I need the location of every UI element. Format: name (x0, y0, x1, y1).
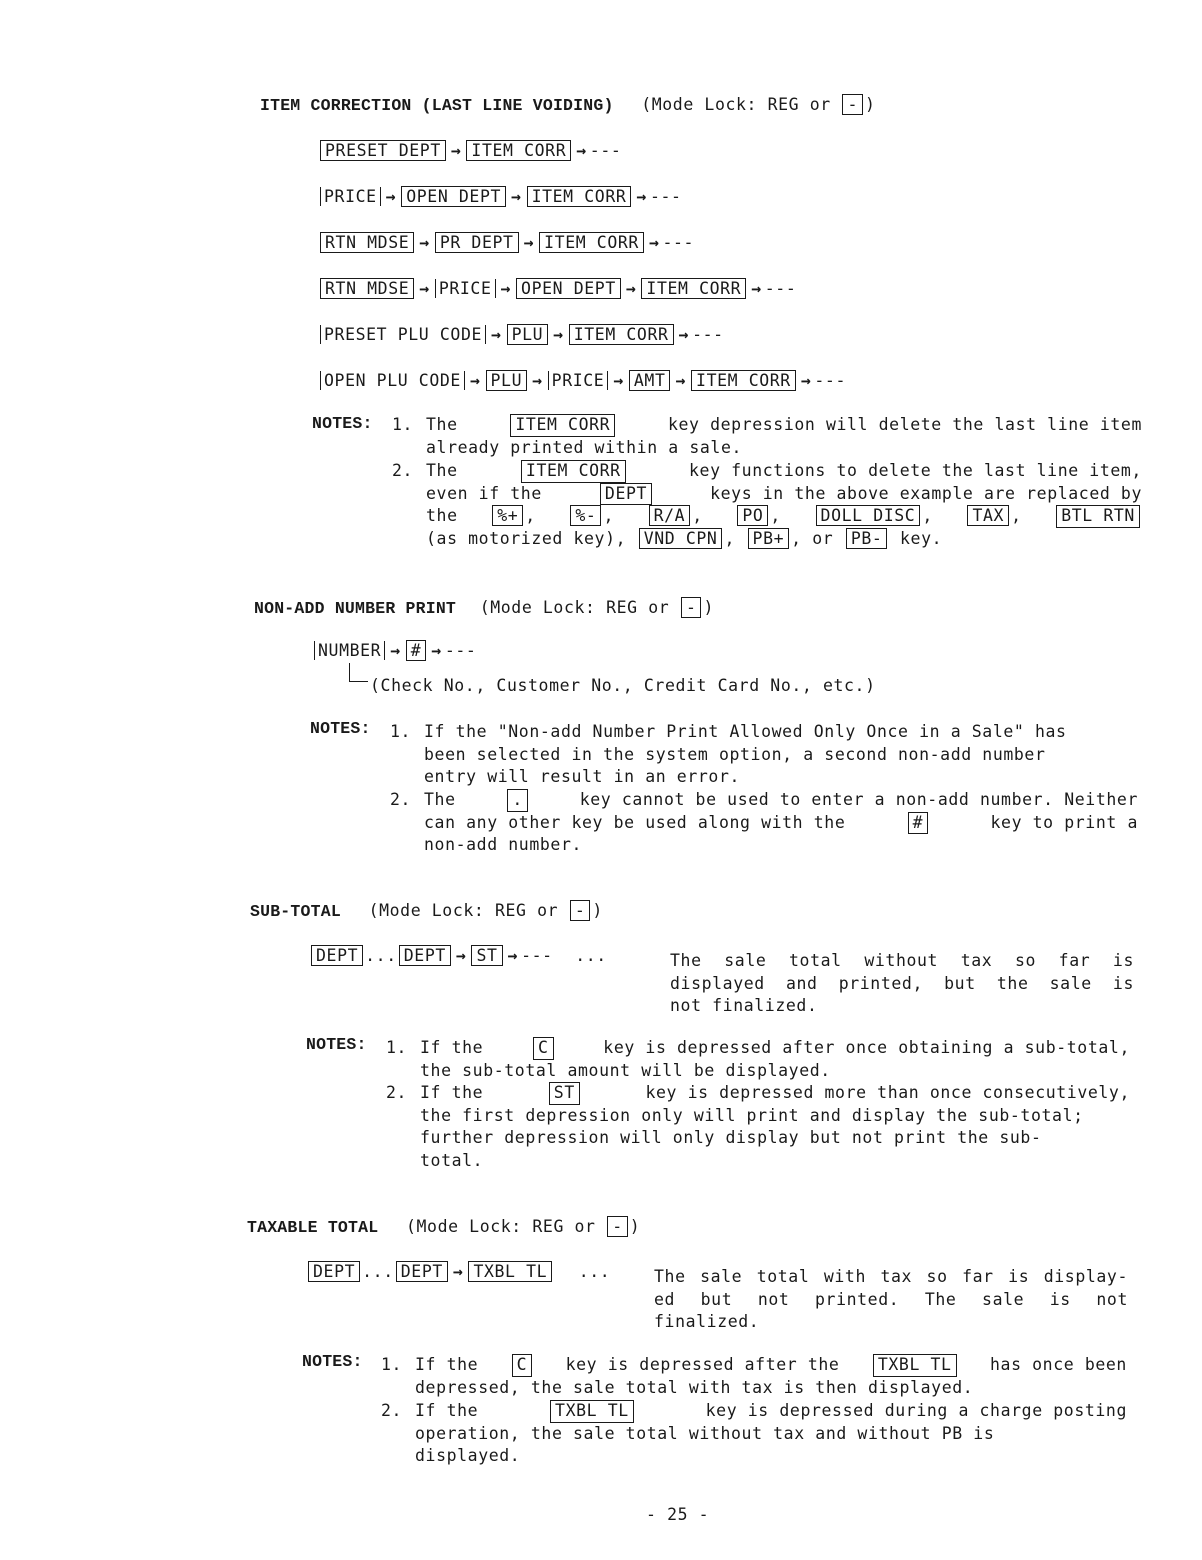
ellipsis: ... (365, 946, 397, 965)
note-text: key is depressed after the (565, 1355, 840, 1374)
mode-lock-text: (Mode Lock: REG or (479, 598, 670, 617)
key-open-dept: OPEN DEPT (516, 278, 621, 299)
comma: , (724, 528, 735, 548)
section-title: SUB-TOTAL (250, 902, 341, 921)
key-dept: DEPT (600, 483, 652, 506)
note-text: If the (420, 1083, 484, 1102)
key-open-dept: OPEN DEPT (401, 186, 506, 207)
note-text: already printed within a sale. (426, 437, 743, 457)
key-pr-dept: PR DEPT (435, 232, 519, 253)
note-text: If the (420, 1038, 484, 1057)
sequence-end: --- (589, 141, 622, 160)
note-text: key is depressed after once obtaining a sub-total, (603, 1038, 1130, 1057)
arrow-icon: → (523, 233, 535, 252)
ellipsis: ... (362, 1262, 394, 1281)
input-price: PRICE (320, 187, 381, 206)
note-number: 2. (392, 461, 414, 480)
subtotal-description (670, 950, 1134, 1018)
arrow-icon: → (800, 371, 812, 390)
sequence-end: --- (692, 325, 724, 344)
note-text: key to print a (990, 812, 1138, 832)
note-text: key cannot be used to enter a non-add number. Neither (579, 790, 1138, 809)
sequence-end: --- (662, 233, 695, 252)
key-txbl-tl: TXBL TL (550, 1400, 634, 1423)
note-text: If the "Non-add Number Print Allowed Only Once in a Sale" has (424, 722, 1067, 741)
note-text: The (426, 461, 458, 480)
desc-line: not finalized. (670, 996, 818, 1015)
arrow-icon: → (507, 946, 519, 965)
input-open-plu-code: OPEN PLU CODE (320, 371, 465, 390)
arrow-icon: → (625, 279, 637, 298)
input-price: PRICE (548, 371, 609, 390)
taxable-note-2 (415, 1400, 1127, 1468)
mode-lock-text: (Mode Lock: REG or (641, 95, 831, 114)
key-rtn-mdse: RTN MDSE (320, 278, 414, 299)
nonadd-note-1 (424, 721, 1138, 789)
note-text: the (426, 506, 458, 525)
notes-label: NOTES: (302, 1352, 363, 1371)
minus-key: - (842, 94, 863, 115)
note-text: If the (415, 1401, 479, 1420)
arrow-icon: → (500, 279, 512, 298)
arrow-icon: → (532, 371, 543, 390)
mode-close: ) (703, 598, 715, 617)
section-title: ITEM CORRECTION (LAST LINE VOIDING) (260, 96, 614, 115)
notes-label: NOTES: (306, 1035, 367, 1054)
arrow-icon: → (491, 325, 502, 344)
sequence-end: --- (814, 371, 846, 390)
sequence-6 (318, 370, 846, 391)
subtotal-note-1 (420, 1037, 1130, 1082)
section-nonadd-heading (254, 597, 714, 618)
note-text: key is depressed more than once consecutively, (645, 1083, 1130, 1102)
taxable-note-1 (415, 1354, 1127, 1399)
taxable-description (654, 1266, 1128, 1334)
key-item-corr: ITEM CORR (569, 324, 674, 345)
sequence-2 (318, 186, 682, 207)
arrow-icon: → (576, 141, 587, 160)
note-text: depressed, the sale total with tax is then displayed. (415, 1377, 974, 1397)
arrow-icon: → (385, 187, 397, 206)
key-pb-plus: PB+ (748, 528, 790, 549)
key-clear: C (533, 1037, 554, 1060)
sequence-4 (318, 278, 796, 299)
note-text: has once been (990, 1355, 1127, 1374)
key-item-corr: ITEM CORR (691, 370, 796, 391)
arrow-icon: → (511, 187, 522, 206)
note-text: (as motorized key), (426, 528, 627, 548)
note-text: total. (420, 1150, 484, 1170)
note-text: entry will result in an error. (424, 767, 741, 786)
key-vnd-cpn: VND CPN (639, 528, 723, 549)
key-dept: DEPT (396, 1261, 448, 1282)
arrow-icon: → (553, 325, 564, 344)
ellipsis: ... (575, 946, 607, 965)
note-1 (426, 414, 1142, 459)
arrow-icon: → (678, 325, 690, 344)
arrow-icon: → (450, 141, 462, 160)
comma: , (692, 506, 703, 525)
note-text: key functions to delete the last line item, (689, 461, 1142, 480)
key-hash: # (908, 812, 929, 835)
subtotal-note-2 (420, 1082, 1130, 1172)
page-number: - 25 - (646, 1505, 710, 1524)
input-preset-plu-code: PRESET PLU CODE (320, 325, 486, 344)
key-clear: C (512, 1354, 533, 1377)
key-tax: TAX (967, 505, 1009, 526)
key-hash: # (406, 640, 427, 661)
section-title: NON-ADD NUMBER PRINT (254, 599, 457, 618)
arrow-icon: → (419, 233, 430, 252)
mode-close: ) (865, 95, 876, 114)
note-number: 1. (386, 1038, 408, 1057)
minus-key: - (607, 1216, 628, 1237)
arrow-icon: → (469, 371, 481, 390)
arrow-icon: → (636, 187, 647, 206)
note-text: key depression will delete the last line item (667, 415, 1142, 434)
key-rtn-mdse: RTN MDSE (320, 232, 414, 253)
key-amt: AMT (629, 370, 671, 391)
note-text: The (424, 790, 456, 809)
key-percent-minus: %- (570, 505, 601, 526)
key-decimal: . (507, 789, 528, 812)
notes-label: NOTES: (312, 414, 373, 433)
section-item-correction-heading (260, 94, 876, 115)
key-item-corr: ITEM CORR (539, 232, 644, 253)
comma: , (922, 506, 933, 525)
sequence-5 (318, 324, 724, 345)
note-text: non-add number. (424, 835, 583, 854)
sequence-end: --- (764, 279, 797, 298)
key-item-corr: ITEM CORR (521, 460, 626, 483)
leader-line (349, 663, 368, 682)
nonadd-note-2 (424, 789, 1138, 857)
note-text: the sub-total amount will be displayed. (420, 1060, 831, 1080)
key-item-corr: ITEM CORR (510, 414, 615, 437)
desc-line: The sale total without tax so far is (670, 951, 1134, 970)
key-ra: R/A (649, 505, 691, 526)
note-text: been selected in the system option, a second non-add number (424, 744, 1046, 764)
key-doll-disc: DOLL DISC (816, 505, 921, 526)
key-pb-minus: PB- (846, 528, 888, 549)
arrow-icon: → (431, 641, 442, 660)
mode-lock-text: (Mode Lock: REG or (368, 901, 559, 920)
taxable-sequence (306, 1261, 610, 1282)
mode-close: ) (629, 1217, 641, 1236)
notes-label: NOTES: (310, 719, 371, 738)
key-txbl-tl: TXBL TL (468, 1261, 552, 1282)
sequence-1 (318, 140, 621, 161)
comma: , (603, 506, 615, 525)
subtotal-sequence (309, 945, 607, 966)
mode-lock-text: (Mode Lock: REG or (405, 1217, 596, 1236)
sequence-3 (318, 232, 694, 253)
key-dept: DEPT (311, 945, 363, 966)
section-subtotal-heading (250, 900, 603, 921)
key-txbl-tl: TXBL TL (873, 1354, 957, 1377)
key-st: ST (549, 1082, 580, 1105)
note-number: 2. (390, 790, 412, 809)
key-plu: PLU (507, 324, 549, 345)
key-dept: DEPT (399, 945, 451, 966)
arrow-icon: → (648, 233, 660, 252)
desc-line: ed but not printed. The sale is not (654, 1289, 1128, 1309)
comma: , (525, 506, 536, 525)
note-number: 1. (390, 722, 412, 741)
arrow-icon: → (675, 371, 687, 390)
note-number: 1. (381, 1355, 403, 1374)
note-text: operation, the sale total without tax and without PB is (415, 1423, 995, 1443)
nonadd-sequence (312, 640, 476, 661)
sequence-end: --- (521, 946, 553, 965)
key-btl-rtn: BTL RTN (1056, 505, 1140, 528)
minus-key: - (570, 900, 591, 921)
sequence-end: --- (649, 187, 682, 206)
note-text: further depression will only display but not print the sub- (420, 1128, 1042, 1147)
arrow-icon: → (613, 371, 624, 390)
leader-text: (Check No., Customer No., Credit Card No., etc.) (370, 676, 876, 695)
note-text: key is depressed during a charge posting (705, 1401, 1127, 1420)
note-text: keys in the above example are replaced by (710, 483, 1142, 503)
note-text: , or (791, 528, 834, 548)
key-preset-dept: PRESET DEPT (320, 140, 446, 161)
note-number: 2. (386, 1083, 408, 1102)
section-title: TAXABLE TOTAL (247, 1218, 379, 1237)
input-number: NUMBER (314, 641, 385, 660)
desc-line: finalized. (654, 1312, 760, 1331)
note-2 (426, 460, 1142, 550)
key-st: ST (471, 945, 502, 966)
key-item-corr: ITEM CORR (641, 278, 746, 299)
key-item-corr: ITEM CORR (527, 186, 632, 207)
key-percent-plus: %+ (492, 505, 523, 526)
comma: , (770, 506, 781, 525)
note-number: 2. (381, 1401, 403, 1420)
section-taxable-heading (247, 1216, 640, 1237)
key-dept: DEPT (308, 1261, 360, 1282)
key-item-corr: ITEM CORR (466, 140, 571, 161)
arrow-icon: → (452, 1262, 464, 1281)
sequence-end: --- (444, 641, 477, 660)
arrow-icon: → (390, 641, 401, 660)
desc-line: displayed and printed, but the sale is (670, 973, 1134, 993)
note-text: even if the (426, 483, 542, 503)
note-text: If the (415, 1355, 479, 1374)
note-number: 1. (392, 415, 414, 434)
arrow-icon: → (455, 946, 467, 965)
key-plu: PLU (486, 370, 528, 391)
note-text: The (426, 415, 458, 434)
minus-key: - (681, 597, 702, 618)
arrow-icon: → (751, 279, 762, 298)
note-text: displayed. (415, 1446, 521, 1465)
arrow-icon: → (419, 279, 430, 298)
ellipsis: ... (578, 1262, 611, 1281)
note-text: the first depression only will print and display the sub-total; (420, 1105, 1084, 1125)
desc-line: The sale total with tax so far is display- (654, 1267, 1128, 1286)
note-text: key. (900, 528, 943, 548)
mode-close: ) (592, 901, 603, 920)
comma: , (1011, 506, 1022, 525)
key-po: PO (737, 505, 768, 526)
input-price: PRICE (435, 279, 496, 298)
note-text: can any other key be used along with the (424, 812, 846, 832)
